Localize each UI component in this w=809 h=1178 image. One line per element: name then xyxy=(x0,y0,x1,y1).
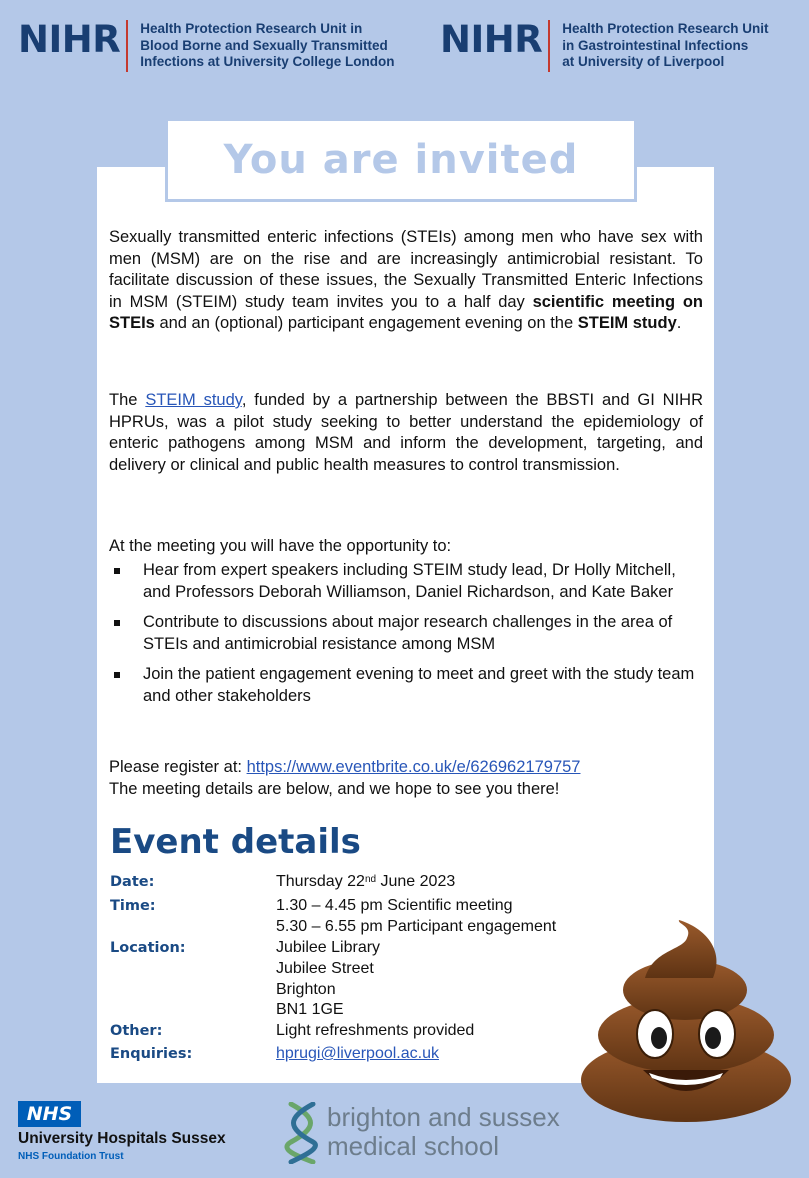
location-line: Jubilee Library xyxy=(276,939,381,956)
text-run: The xyxy=(109,391,146,409)
logo-divider xyxy=(548,20,550,72)
list-item-text: Contribute to discussions about major research challenges in the area of STEIs and antimicrobial resistance among MSM xyxy=(143,613,673,653)
intro-paragraph xyxy=(109,227,703,335)
date-day: Thursday 22 xyxy=(276,873,365,890)
register-label: Please register at: xyxy=(109,758,247,776)
list-item-text: Join the patient engagement evening to meet and greet with the study team and other stakeholders xyxy=(143,665,695,705)
location-value xyxy=(276,938,380,1021)
location-line: Jubilee Street xyxy=(276,959,374,977)
unit-line: Blood Borne and Sexually Transmitted xyxy=(140,37,388,53)
unit-line: Infections at University College London xyxy=(140,54,395,69)
unit-line: Health Protection Research Unit xyxy=(562,21,769,36)
nihr-wordmark: NIHR xyxy=(18,18,121,61)
time-label: Time: xyxy=(110,898,156,914)
bullet-icon xyxy=(114,568,120,574)
enquiries-label: Enquiries: xyxy=(110,1046,193,1062)
nhs-trust-name: University Hospitals Sussex xyxy=(18,1130,226,1147)
opportunity-intro: At the meeting you will have the opportunity to: xyxy=(109,537,452,555)
nhs-trust-subtitle: NHS Foundation Trust xyxy=(18,1151,124,1162)
page-title: You are invited xyxy=(223,137,579,183)
time-value xyxy=(276,896,556,938)
register-line xyxy=(109,757,703,779)
poop-emoji-icon xyxy=(575,920,797,1125)
bold-run: STEIM study xyxy=(577,314,677,333)
other-label: Other: xyxy=(110,1023,163,1039)
enquiries-email-link[interactable]: hprugi@liverpool.ac.uk xyxy=(276,1045,439,1062)
nihr-gi-unit-name xyxy=(562,18,768,71)
text-run: and an (optional) participant engagement evening on the xyxy=(154,314,578,333)
register-note: The meeting details are below, and we hope to see you there! xyxy=(109,779,560,798)
steim-study-link[interactable]: STEIM study xyxy=(145,391,242,409)
nhs-logo: NHS xyxy=(18,1101,81,1127)
nihr-gi-logo xyxy=(440,18,769,72)
bold-run: scientific meeting on STEIs xyxy=(109,292,703,333)
date-value xyxy=(276,872,455,893)
event-details-heading: Event details xyxy=(110,822,361,862)
list-item xyxy=(109,664,703,707)
register-link[interactable]: https://www.eventbrite.co.uk/e/626962179757 xyxy=(246,758,581,776)
date-label: Date: xyxy=(110,874,155,890)
list-item xyxy=(109,560,703,603)
bsms-line: brighton and sussex xyxy=(327,1102,560,1132)
bullet-icon xyxy=(114,620,120,626)
list-item-text: Hear from expert speakers including STEIM study lead, Dr Holly Mitchell, and Professors Deborah Williamson, Daniel Richardson, and Kate Baker xyxy=(143,561,676,601)
time-line: 5.30 – 6.55 pm Participant engagement xyxy=(276,917,557,935)
logo-divider xyxy=(126,20,128,72)
list-item xyxy=(109,612,703,655)
study-paragraph xyxy=(109,390,703,476)
text-run: . xyxy=(676,314,682,333)
enquiries-value xyxy=(276,1044,439,1065)
unit-line: in Gastrointestinal Infections xyxy=(562,37,749,53)
text-run: Sexually transmitted enteric infections (STEIs) among men who have sex with men (MSM) are on the rise and are increasingly antimicrobial resistant. To facilitate discussion of these issues, the Sexually Transmitted Enteric Infections in MSM (STEIM) study team invites you to a half day xyxy=(109,228,703,311)
nihr-bbsti-unit-name xyxy=(140,18,394,71)
title-banner xyxy=(165,118,637,202)
bsms-wordmark xyxy=(327,1103,560,1161)
unit-line: at University of Liverpool xyxy=(562,54,725,69)
nihr-wordmark: NIHR xyxy=(440,18,543,61)
unit-line: Health Protection Research Unit in xyxy=(140,21,363,36)
location-line: BN1 1GE xyxy=(276,1001,344,1019)
time-line: 1.30 – 4.45 pm Scientific meeting xyxy=(276,897,513,914)
bsms-line: medical school xyxy=(327,1131,499,1161)
other-value: Light refreshments provided xyxy=(276,1022,475,1039)
bullet-icon xyxy=(114,672,120,678)
registration xyxy=(109,757,703,800)
nihr-bbsti-logo xyxy=(18,18,394,72)
opportunity-list xyxy=(109,560,703,717)
text-run: , funded by a partnership between the BBSTI and GI NIHR HPRUs, was a pilot study seeking to better understand the epidemiology of enteric pathogens among MSM and inform the development, targeting, and delivery or clinical and public health measures to control transmission. xyxy=(109,391,704,474)
dna-helix-icon xyxy=(283,1102,323,1164)
location-label: Location: xyxy=(110,940,186,956)
date-rest: June 2023 xyxy=(376,873,456,890)
location-line: Brighton xyxy=(276,980,336,998)
date-suffix: nd xyxy=(364,874,377,885)
